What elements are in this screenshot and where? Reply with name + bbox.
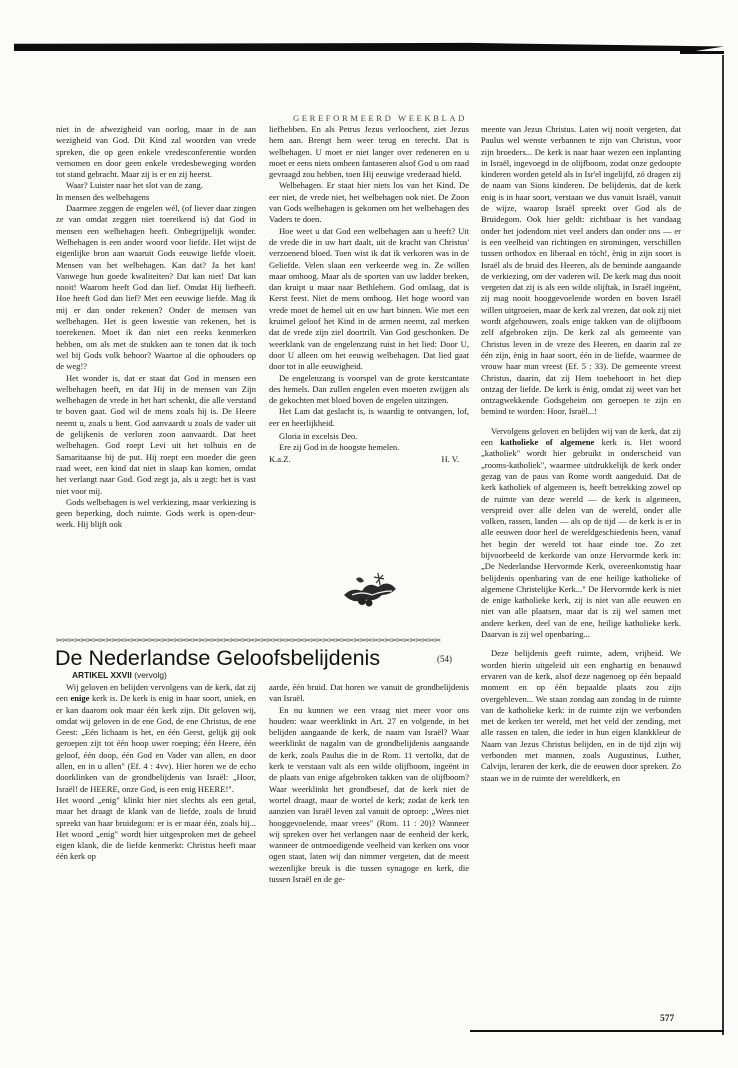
verse-line: Gloria in excelsis Deo. <box>279 431 358 442</box>
column-2-bottom <box>269 682 469 885</box>
column-3 <box>481 124 681 784</box>
verse-line: Ere zij God in de hoogste hemelen. <box>279 442 400 453</box>
paragraph: liefhebben. En als Petrus Jezus verloochent, ziet Jezus hem aan. Brengt hem weer terug en terecht. Dat is welbehagen. U moet er niet langer over redeneren en u moet er eens niets omheen fantaseren alsof God u om raad gevraagd zou hebben, toen Hij eeuwige vrederaad hield. <box>269 124 469 180</box>
paragraph: Het woord „enig" klinkt hier niet slechts als een getal, maar het draagt de klank van de liefde, zoals de bruid spreekt van haar bruidegom: er is er maar één, zoals hij... Het woord „enig" wordt hier uitgesproken met de geheel eigen klank, die de liefde kenmerkt: Christus heeft maar één kerk op <box>56 794 256 862</box>
paragraph: Deze belijdenis geeft ruimte, adem, vrijheid. We worden hierin uitgeleid uit een enghartig en benauwd ervaren van de kerk, alsof deze nagenoeg op één bepaald moment en op één bepaalde plaats zou zijn overgebleven... We staan zondag aan zondag in de ruimte van de katholieke kerk: in de ruimte zijn we verbonden met de kerken ter wereld, met het veld der zending, met alle rassen en talen, die ieder in hun eigen klankkleur de Naam van Jezus Christus belijden, en in de tijd zijn wij verbonden met mannen, zoals Augustinus, Luther, Calvijn, leraren der kerk, die de eeuwen door spreken. Zo staan we in de ruimte der wereldkerk, en <box>481 648 681 783</box>
column-2-top <box>269 124 469 465</box>
section-subheading: In mensen des welbehagens <box>56 192 150 202</box>
ornamental-divider: ✂︎✂︎✂︎✂︎✂︎✂︎✂︎✂︎✂︎✂︎✂︎✂︎✂︎✂︎✂︎✂︎✂︎✂︎✂︎✂︎✂︎✂︎✂︎✂︎✂︎✂︎✂︎✂︎✂︎✂︎✂︎✂︎✂︎✂︎✂︎✂︎✂︎✂︎✂︎✂︎✂︎✂︎✂︎✂︎✂︎✂︎✂︎✂︎✂︎✂︎✂︎✂︎✂︎✂︎✂︎✂︎✂︎✂︎✂︎✂︎✂︎✂︎ <box>56 636 441 645</box>
paragraph: Daarmee zeggen de engelen wél, (of liever daar zingen ze van omdat zeggen niet toereikend is) dat God in mensen een welbehagen heeft. Onbegrijpelijk wonder. Welbehagen is een ander woord voor liefde. Het wijst de eigenlijke bron aan waaruit Gods eeuwige liefde vloeit. Mensen van het welbehagen. Kan dat? Ja het kan! Vanwege hun goede kwaliteiten? Dat kan niet! Dat kan nooit! Waarom heeft God dan lief. Omdat Hij liefheeft. Hoe heeft God dan lief? Met een eeuwige liefde. Mag ik mij er dan onder rekenen? Onder de mensen van welbehagen. Het is geen kwestie van rekenen, het is toerekenen. Moet ik dan niet een reeks kenmerken hebben, om als met de stukken aan te tonen dat ik toch wel bij Gods volk behoor? Waartoe al die ophouders op de weg!? <box>56 203 256 372</box>
running-head: GEREFORMEERD WEEKBLAD <box>292 113 468 123</box>
page-number: 577 <box>660 1014 675 1024</box>
paragraph: Gods welbehagen is wel verkiezing, maar verkiezing is geen beperking, doch ruimte. Gods werk is open-deur-werk. Hij blijft ook <box>56 496 256 530</box>
signature-right: H. V. <box>441 453 459 464</box>
paragraph: Welbehagen. Er staat hier niets los van het Kind. De eer niet, de vrede niet, het welbehagen ook niet. De Zoon van Gods welbehagen is gekomen om het welbehagen des Vaders te doen. <box>269 180 469 225</box>
paragraph: meente van Jezus Christus. Laten wij nooit vergeten, dat Paulus wel wenste verbannen te zijn van Christus, voor zijn broeders... De kerk is naar haar wezen een inplanting in Israël, ingevoegd in de olijfboom, zodat onze gedoopte kinderen worden geteld als in Isr'el ingelijfd, zó dragen zij de naam van Sions kinderen. De belijdenis, dat de kerk enig is in haar soort, verstaan we dus vanuit Israël, vanuit de wijze, waarop Israël spreekt over God als de Bruidegom. Ook hier geldt: zichtbaar is het vandaag onder het jodendom niet veel anders dan onder ons — er is een veelheid van richtingen en stromingen, verschillen tussen orthodox en liberaal en tóch!, ènig in zijn soort is Israël als de bruid des Heeren, als de beminde aangaande de verkiezing, om der vaderen wil. De kerk mag dus nooit vergeten dat zij is als een wilde olijftak, in Israël ingeënt, zij mag nooit hooggevoelende worden en boven Israël willen uitgroeien, maar de kerk zal vrezen, dat ook zij niet wordt afgehouwen, zoals enige takken van de olijfboom zelf afgebroken zijn. De kerk zal als gemeente van Christus leven in de vreze des Heeren, en daarin zal ze één zijn, ènig in haar soort, één in de liefde, waarmee de vrouw haar man vreest (Ef. 5 : 33). De gemeente vreest Christus, daarin, dat zij Hem toebehoort in het diep ontzag der liefde. De kerk is ènig, omdat zij weet van het ontzagwekkende Godsgeheim om geroepen te zijn en bemind te worden: Hoor, Israël...! <box>481 124 681 417</box>
keyword: enige <box>70 693 90 704</box>
bottom-rule <box>470 1030 724 1032</box>
text-run: kerk is. De kerk is enig in haar soort, uniek, en er kan daarom ook maar één kerk zijn. Dit geloven wij, omdat wij geloven in de ene God, de ene Christus, de ene Geest: „Eén lichaam is het, en één Geest, gelijk gij ook geroepen zijt tot één hoop uwer roeping; één Heere, één geloof, één doop, één God en Vader van allen, en door allen, en in u allen" (Ef. 4 : 4vv). Hier horen we de echo doorklinken van de grondbelijdenis van Israël: „Hoor, Israël! de HEERE, onze God, is een enig HEERE!". <box>56 693 257 794</box>
column-1-bottom <box>56 682 256 863</box>
text-run: kerk is. Het woord „katholiek" wordt hier gebruikt in onderscheid van „rooms-katholiek", waarmee uitdrukkelijk de kerk onder gezag van de paus van Rome wordt aangeduid. Dat de kerk katholiek of algemeen is, heeft betrekking zowel op de ruimte van deze wereld — de kerk is algemeen, verspreid over alle delen van de wereld, onder alle volken, rassen, landen — als op de tijd — de kerk is er in alle eeuwen door heel de wereldgeschiedenis heen, vanaf het begin der wereld tot haar einde toe. Zo zet bijvoorbeeld de kerkorde van onze Hervormde kerk in: „De Nederlandse Hervormde Kerk, overeenkomstig haar belijdenis openbaring van de ene heilige katholieke of algemene Christelijke Kerk..." De Hervormde kerk is niet de enige katholieke kerk, zij is niet van alle eeuwen en niet van alle plaatsen, maar dat is zij wel samen met andere kerken, deel van de ene, heilige katholieke kerk. Daarvan is zij wel openbaring... <box>481 437 682 640</box>
paragraph: Het Lam dat geslacht is, is waardig te ontvangen, lof, eer en heerlijkheid. <box>269 406 469 428</box>
subtitle-main: ARTIKEL XXVII <box>72 670 132 680</box>
paragraph: aarde, één bruid. Dat horen we vanuit de grondbelijdenis van Israël. <box>269 682 469 704</box>
top-rule <box>14 42 724 51</box>
article-subtitle <box>72 670 167 680</box>
paragraph <box>56 682 256 795</box>
paragraph: niet in de afwezigheid van oorlog, maar in de aan wezigheid van God. Dit Kind zal woorden van vrede spreken, die op geen enkele vredesconferentie worden vernomen en door geen enkele vredesbeweging worden tot stand gebracht. Maar zij is er en zij heerst. <box>56 124 256 180</box>
paragraph: En nu kunnen we een vraag niet meer voor ons houden: waar weerklinkt in Art. 27 en volgende, in het belijden aangaande de kerk, de naam van Israël? Waar weerklinkt de nagalm van de grondbelijdenis aangaande de kerk, zoals Paulus die in de Rom. 11 vertolkt, dat de kerk te verstaan valt als een wilde olijfboom, ingeënt in de plaats van enige afgebroken takken van de olijfboom? Waar weerklinkt het grondbesef, dat de kerk niet de wortel draagt, maar de wortel de kerk; zodat de kerk ten aanzien van Israël leven zal vanuit de oproep: „Wees niet hooggevoelende, maar vrees" (Rom. 11 : 20)? Wanneer wij spreken over het verlangen naar de eenheid der kerk, wanneer de ontmoedigende veelheid van kerken ons voor ogen staat, laten wij dan nimmer vergeten, dat de meest wezenlijke breuk is die tussen synagoge en kerk, die tussen Israël en de ge- <box>269 704 469 885</box>
paragraph: Hoe weet u dat God een welbehagen aan u heeft? Uit de vrede die in uw hart daalt, uit de kracht van Christus' verzoenend bloed. Toen wist ik dat ik verkoren was in de Geliefde. Velen slaan een verkeerde weg in. Ze willen maar omhoog. Maar als de sporten van uw ladder breken, dan kruipt u maar naar Bethlehem. God omlaag, dat is Kerst feest. Niet de mens omhoog. Het hoge woord van vrede moet de hemel uit en uw hart binnen. Wie met een kruimel geloof het Kind in de armen neemt, zal merken dat de vrede zijn ziel doortrilt. Van God geschonken. De weerklank van de engelenzang ruist in het lied: Door U, door U alleen om het eeuwig welbehagen. Dat lied gaat door tot in alle eeuwigheid. <box>269 225 469 372</box>
subtitle-rest: (vervolg) <box>131 670 167 680</box>
paragraph <box>481 426 681 641</box>
text-run: Wij geloven en belijden vervolgens van de kerk, dat zij een <box>56 682 256 704</box>
paragraph: Waar? Luister naar het slot van de zang. <box>66 180 203 191</box>
signature-line <box>269 454 469 465</box>
article-number: (54) <box>437 654 452 664</box>
paragraph: De engelenzang is voorspel van de grote kerstcantate des hemels. Dan zullen engelen even moeten zwijgen als de gekochten met bloed boven de engelen uitzingen. <box>269 372 469 406</box>
text-run: Vervolgens geloven en belijden wij van de kerk, dat zij een <box>481 425 681 448</box>
keyword: katholieke of algemene <box>500 437 595 448</box>
paragraph: Het wonder is, dat er staat dat God in mensen een welbehagen heeft, en dat Hij in de mensen van Zijn welbehagen de vrede in het hart schenkt, die alle verstand te boven gaat. God wil de mens zoals hij is. De Heere neemt u, zoals u bent. God aanvaardt u zoals de vader uit de gelijkenis de verloren zoon aanvaardt. Dat heet welbehagen. God roept Levi uit het tolhuis en de Samaritaanse bij de put. Hij roept een moeder die geen raad weet, een kind dat niet in slaap kan komen, omdat het verlangt naar God. God zegt ja, als u zegt: het is vast niet voor mij. <box>56 372 256 496</box>
top-rule-tail <box>680 51 724 54</box>
christmas-ornament-illustration <box>338 565 402 609</box>
article-title: De Nederlandse Geloofsbelijdenis <box>55 646 381 670</box>
signature-left: K.a.Z. <box>269 453 291 464</box>
column-1-top <box>56 124 256 531</box>
page-edge-line <box>722 55 724 1035</box>
